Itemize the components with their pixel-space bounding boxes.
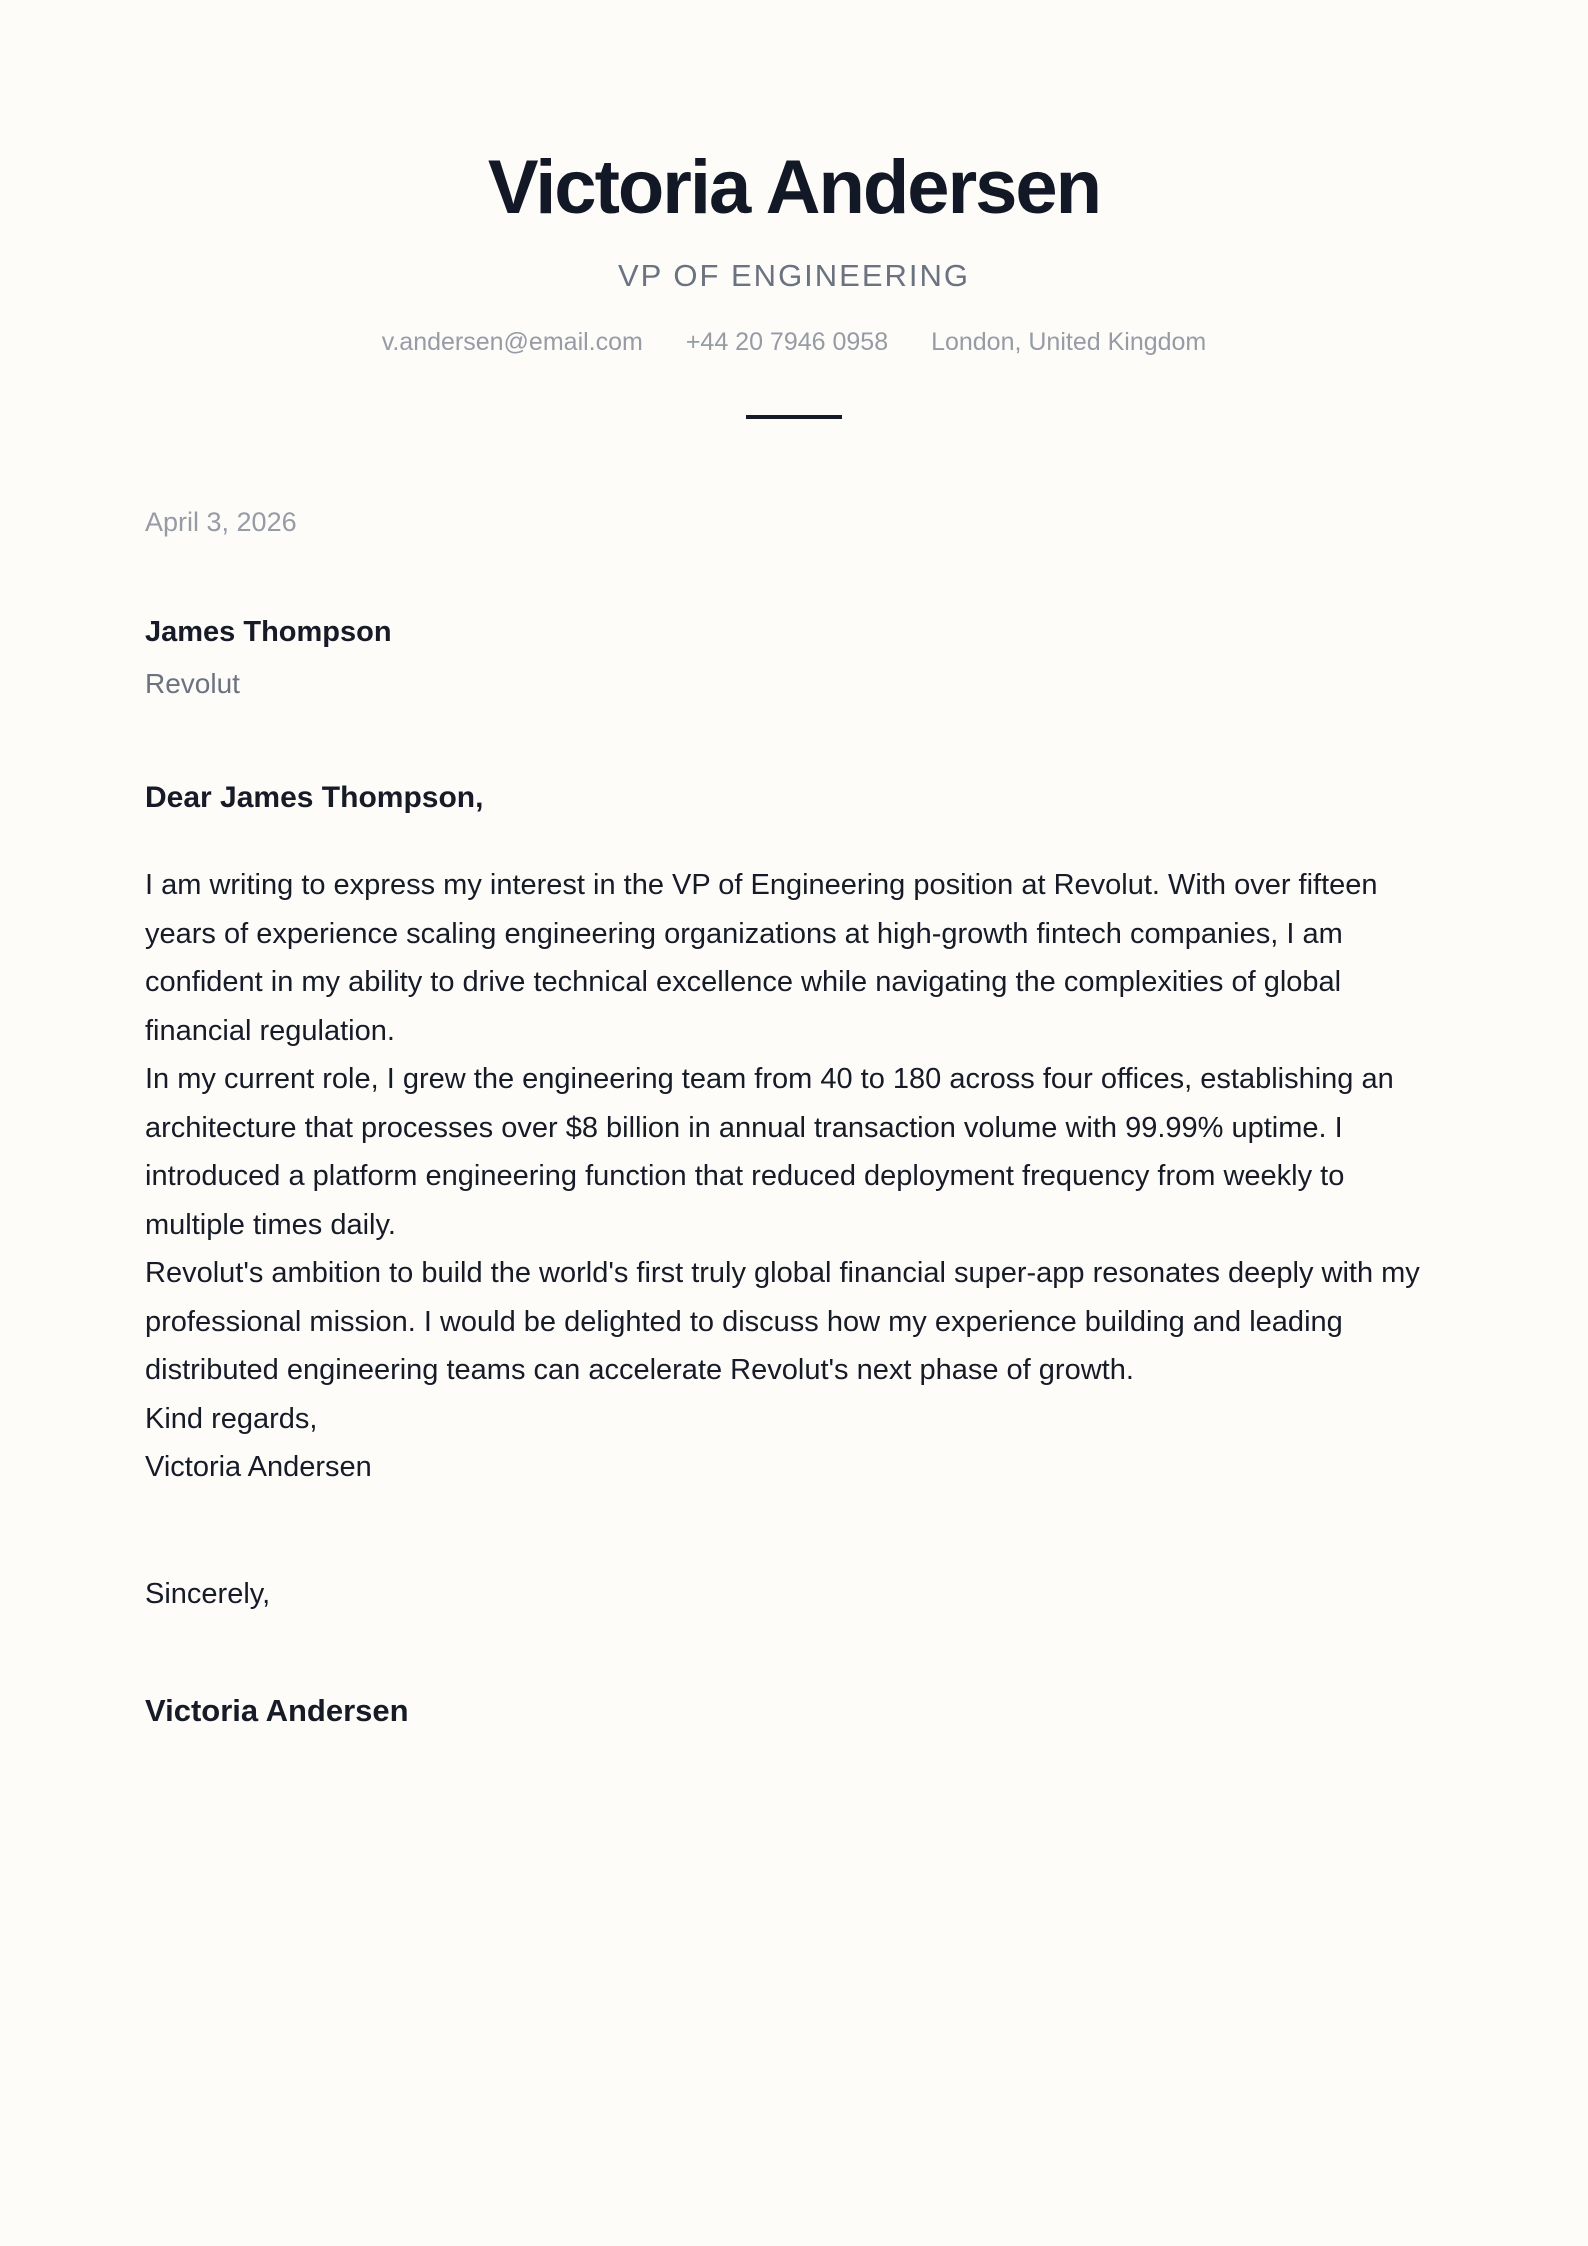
letter-date: April 3, 2026 (145, 507, 297, 537)
letter-paragraph: Kind regards, (145, 1402, 318, 1435)
contact-phone: +44 20 7946 0958 (685, 328, 889, 356)
contact-info (0, 326, 1588, 358)
letter-header (0, 140, 1588, 358)
letter-paragraph: Victoria Andersen (145, 1451, 372, 1483)
recipient-company: Revolut (145, 668, 240, 699)
contact-location: London, United Kingdom (931, 328, 1207, 356)
letter-paragraph: Revolut's ambition to build the world's first truly global financial super-app resonates deeply with my professional mission. I would be delighted to discuss how my experience building and leading distributed engineering teams can accelerate Revolut's next phase of growth. (145, 1257, 1420, 1386)
letter-body (145, 861, 1445, 1492)
header-divider (746, 415, 842, 419)
salutation: Dear James Thompson, (145, 781, 484, 814)
letter-paragraph: I am writing to express my interest in the VP of Engineering position at Revolut. With over fifteen years of experience scaling engineering organizations at high-growth fintech companies, I am confident in my ability to drive technical excellence while navigating the complexities of global financial regulation. (145, 869, 1378, 1047)
signature: Victoria Andersen (145, 1693, 409, 1728)
sender-title: VP OF ENGINEERING (617, 258, 971, 293)
contact-email: v.andersen@email.com (381, 328, 643, 356)
closing: Sincerely, (145, 1578, 271, 1610)
recipient-name: James Thompson (145, 616, 392, 648)
sender-name: Victoria Andersen (487, 145, 1101, 230)
letter-paragraph: In my current role, I grew the engineering team from 40 to 180 across four offices, establishing an architecture that processes over $8 billion in annual transaction volume with 99.99% uptime. I introduced a platform engineering function that reduced deployment frequency from weekly to multiple times daily. (145, 1063, 1394, 1241)
